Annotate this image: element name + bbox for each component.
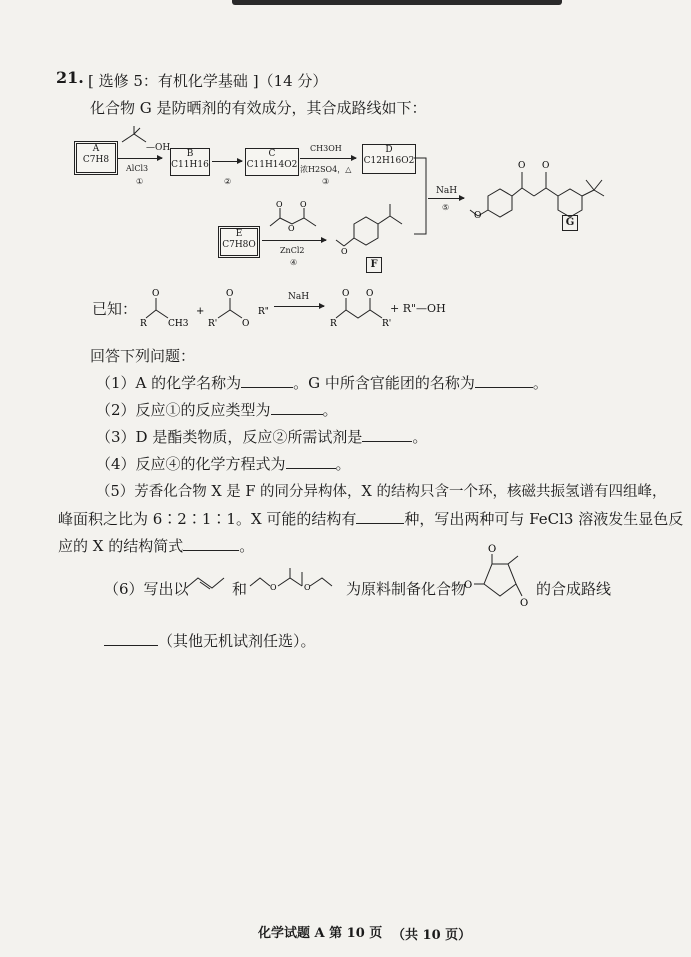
compound-b-formula: C11H16 (171, 160, 209, 170)
step3-reagent-top: CH3OH (310, 144, 342, 153)
answer-prompt: 回答下列问题： (90, 347, 196, 365)
compound-a-formula: C7H8 (82, 155, 110, 165)
svg-text:O: O (304, 583, 311, 592)
compound-e-formula: C7H8O (222, 240, 256, 250)
svg-text:O: O (542, 161, 550, 171)
svg-text:O: O (270, 583, 277, 592)
svg-text:R': R' (208, 319, 218, 329)
svg-text:O: O (488, 544, 497, 555)
q6-post: 的合成路线 (536, 580, 612, 598)
arrow-5 (428, 198, 464, 199)
step3-number: ③ (322, 177, 330, 186)
arrow-1 (118, 158, 162, 159)
arrow-4 (262, 240, 326, 241)
q2: （2）反应①的反应类型为 。 (96, 401, 338, 419)
q5-line2: 峰面积之比为 6∶2∶1∶1。X 可能的结构有 种，写出两种可与 FeCl3 溶液发生显色反 (58, 510, 684, 528)
svg-text:R: R (140, 319, 147, 329)
compound-d-label: D (385, 145, 393, 155)
svg-text:O: O (300, 200, 307, 209)
svg-text:O: O (520, 598, 529, 609)
step3-reagent-bottom: 浓H2SO4，△ (300, 165, 352, 174)
svg-text:+: + (196, 306, 205, 317)
q6-pre: （6）写出以 (104, 580, 189, 598)
svg-text:R": R" (258, 307, 269, 317)
arrow-2 (212, 161, 242, 162)
known-label: 已知： (92, 300, 138, 318)
q5-line3: 应的 X 的结构简式 。 (58, 537, 255, 555)
step1-reagent-top: —OH (146, 143, 171, 153)
svg-text:CH3: CH3 (168, 319, 189, 329)
q1-blank-b[interactable] (475, 386, 533, 388)
compound-c-box (245, 148, 299, 176)
compound-c-label: C (268, 149, 276, 159)
q6-and: 和 (232, 580, 248, 598)
arrow-3 (300, 158, 356, 159)
compound-d-formula: C12H16O2 (363, 156, 415, 166)
q3: （3）D 是酯类物质，反应②所需试剂是 。 (96, 428, 428, 446)
svg-text:O: O (341, 247, 348, 256)
q2-blank[interactable] (271, 413, 323, 415)
step4-number: ④ (290, 258, 298, 267)
q1-blank-a[interactable] (241, 386, 293, 388)
compound-e-box (220, 228, 258, 256)
compound-f-structure (334, 200, 424, 260)
compound-g-structure (468, 150, 638, 230)
step2-number: ② (224, 177, 232, 186)
compound-b-box (170, 148, 210, 176)
svg-text:O: O (518, 161, 526, 171)
compound-a-label: A (92, 144, 100, 154)
q4: （4）反应④的化学方程式为 。 (96, 455, 351, 473)
compound-e-label: E (235, 229, 243, 239)
q6-blank[interactable] (104, 644, 158, 646)
q6-line2: （其他无机试剂任选）。 (104, 630, 316, 651)
footer-total: （共 10 页） (392, 928, 472, 943)
step5-reagent: NaH (436, 186, 458, 196)
svg-text:O: O (152, 289, 160, 299)
svg-text:R': R' (382, 319, 392, 329)
known-reagent: NaH (288, 292, 310, 302)
step5-number: ⑤ (442, 203, 450, 212)
q6-butene-structure (184, 568, 230, 594)
q3-blank[interactable] (362, 440, 412, 442)
q6-diethyl-oxalate-structure (248, 566, 344, 596)
known-arrow (274, 306, 324, 307)
q5-blank-b[interactable] (183, 549, 239, 551)
q6-target-structure (462, 544, 536, 614)
question-intro: 化合物 G 是防晒剂的有效成分，其合成路线如下： (90, 99, 427, 117)
step1-number: ① (136, 177, 144, 186)
compound-a-box (76, 143, 116, 173)
svg-text:O: O (242, 319, 250, 329)
compound-f-label: F (366, 257, 382, 273)
svg-text:R: R (330, 319, 337, 329)
svg-text:O: O (366, 289, 374, 299)
q5-line1: （5）芳香化合物 X 是 F 的同分异构体，X 的结构只含一个环，核磁共振氢谱有四组峰， (96, 484, 667, 500)
footer-page: 化学试题 A 第 10 页 (258, 926, 383, 941)
step4-reagent: ZnCl2 (280, 246, 305, 255)
svg-text:O: O (226, 289, 234, 299)
known-byproduct: + R"—OH (390, 302, 446, 315)
compound-g-label: G (562, 215, 578, 231)
compound-d-box (362, 144, 416, 174)
q4-blank[interactable] (286, 467, 336, 469)
compound-c-formula: C11H14O2 (246, 160, 298, 170)
svg-text:O: O (276, 200, 283, 209)
question-number: 21. (56, 68, 84, 87)
acetic-anhydride-structure (266, 200, 330, 233)
svg-text:O: O (474, 211, 482, 221)
q5-blank-a[interactable] (356, 522, 404, 524)
question-header: [ 选修 5：有机化学基础 ]（14 分） (88, 72, 328, 90)
svg-text:O: O (288, 224, 295, 233)
top-edge-bar (232, 0, 562, 5)
q1: （1）A 的化学名称为 。G 中所含官能团的名称为 。 (96, 374, 548, 392)
compound-b-label: B (186, 149, 194, 159)
step1-reagent-bottom: AlCl3 (126, 164, 149, 173)
q6-mid: 为原料制备化合物 (346, 580, 467, 598)
svg-text:O: O (342, 289, 350, 299)
svg-text:O: O (464, 580, 473, 591)
